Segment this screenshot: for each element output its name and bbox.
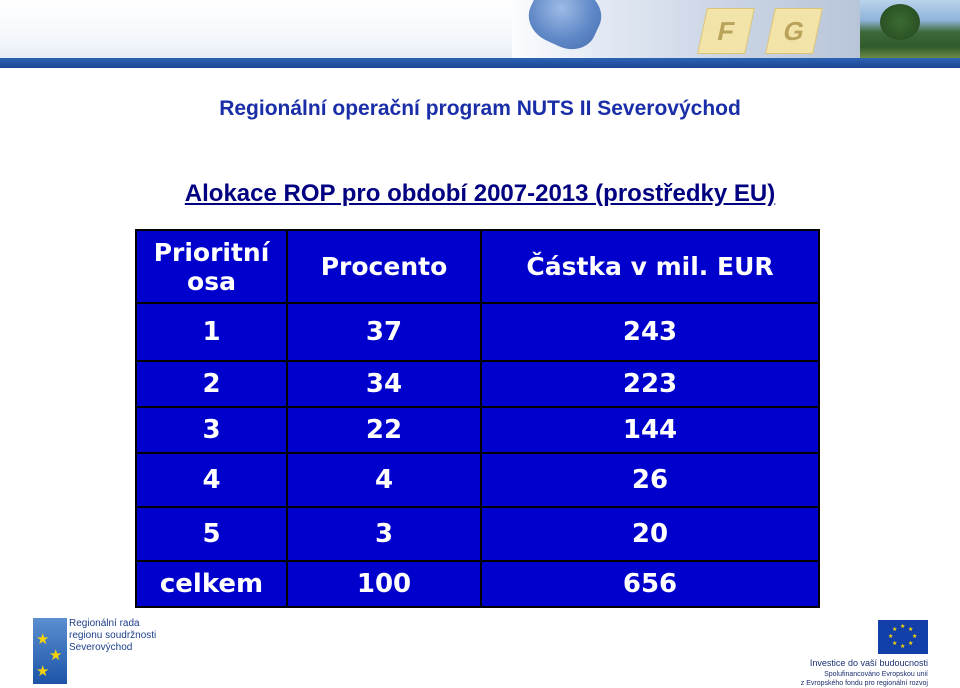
eu-slogan: Investice do vaší budoucnosti <box>809 658 928 668</box>
allocation-table <box>135 229 820 608</box>
table-total-row <box>136 561 819 607</box>
eu-logo <box>780 618 960 686</box>
regional-council-logo <box>33 618 163 684</box>
star-icon: ★ <box>49 647 63 664</box>
cell-osa: 1 <box>136 303 287 361</box>
regional-flag-icon <box>33 618 67 684</box>
cell-osa: 4 <box>136 453 287 507</box>
star-icon: ★ <box>36 663 50 680</box>
table-row <box>136 507 819 561</box>
landscape-image <box>860 0 960 58</box>
cell-procento: 3 <box>287 507 481 561</box>
table-header-row <box>136 230 819 303</box>
cell-procento: 4 <box>287 453 481 507</box>
table-row <box>136 361 819 407</box>
cell-osa: 5 <box>136 507 287 561</box>
cell-procento: 22 <box>287 407 481 453</box>
cell-osa: 2 <box>136 361 287 407</box>
tree-icon <box>880 4 920 40</box>
header-castka: Částka v mil. EUR <box>481 230 819 303</box>
table-row <box>136 453 819 507</box>
header-prioritni-osa: Prioritní osa <box>136 230 287 303</box>
cell-procento: 34 <box>287 361 481 407</box>
cell-castka: 26 <box>481 453 819 507</box>
header-procento: Procento <box>287 230 481 303</box>
cell-castka: 144 <box>481 407 819 453</box>
cell-castka: 243 <box>481 303 819 361</box>
star-icon: ★ <box>36 631 50 648</box>
header-banner <box>0 0 960 68</box>
banner-bar <box>0 58 960 68</box>
folder-tab-f: F <box>697 8 755 54</box>
regional-council-text: Regionální rada regionu soudržnosti Severovýchod <box>69 618 157 653</box>
table-row <box>136 303 819 361</box>
cell-osa-total: celkem <box>136 561 287 607</box>
eu-cofinancing-text: Spolufinancováno Evropskou unií z Evropského fondu pro regionální rozvoj <box>800 671 928 687</box>
eu-flag-icon: ★ ★ ★ ★ ★ ★ ★ ★ <box>878 620 928 654</box>
banner-photo <box>512 0 960 58</box>
page-title: Regionální operační program NUTS II Severovýchod <box>219 97 741 120</box>
cell-castka-total: 656 <box>481 561 819 607</box>
cell-osa: 3 <box>136 407 287 453</box>
hand-image <box>521 0 610 58</box>
table-row <box>136 407 819 453</box>
cell-procento: 37 <box>287 303 481 361</box>
folder-tab-g: G <box>765 8 823 54</box>
table-subtitle: Alokace ROP pro období 2007-2013 (prostředky EU) <box>184 180 776 207</box>
cell-castka: 20 <box>481 507 819 561</box>
cell-castka: 223 <box>481 361 819 407</box>
cell-procento-total: 100 <box>287 561 481 607</box>
